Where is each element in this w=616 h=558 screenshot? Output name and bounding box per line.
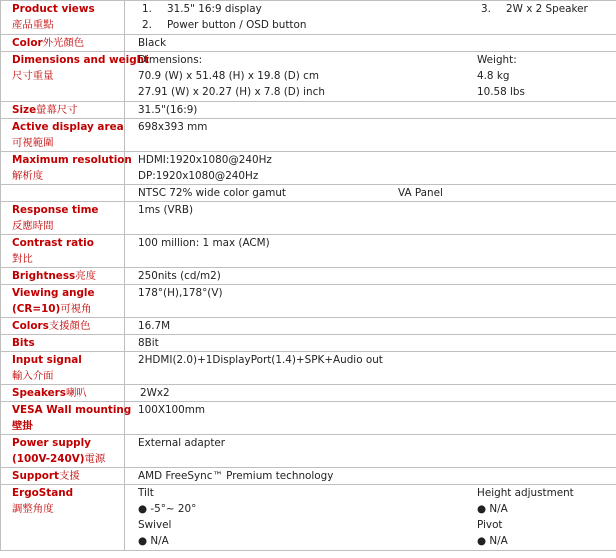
label-brightness bbox=[1, 268, 125, 285]
list-item: 31.5" 16:9 display bbox=[167, 3, 262, 15]
label-en: Colors bbox=[12, 320, 49, 332]
label-en: Color bbox=[12, 37, 43, 49]
dimensions-cm: 70.9 (W) x 51.48 (H) x 19.8 (D) cm bbox=[138, 70, 319, 82]
row-product-views bbox=[1, 1, 616, 35]
label-en: Maximum resolution bbox=[12, 154, 132, 166]
value-input: 2HDMI(2.0)+1DisplayPort(1.4)+SPK+Audio out bbox=[125, 352, 616, 385]
value-active-area: 698x393 mm bbox=[125, 119, 616, 152]
label-zh: 輸入介面 bbox=[12, 370, 54, 382]
list-number: 1. bbox=[142, 3, 152, 15]
label-power bbox=[1, 435, 125, 468]
list-number: 3. bbox=[481, 3, 491, 15]
label-zh: 支援 bbox=[59, 470, 80, 482]
label-en: Dimensions and weight bbox=[12, 54, 150, 66]
list-item: Power button / OSD button bbox=[167, 19, 307, 31]
list-number: 2. bbox=[142, 19, 152, 31]
label-en: Speakers bbox=[12, 387, 66, 399]
value-size: 31.5"(16:9) bbox=[125, 102, 616, 119]
dimensions-inch: 27.91 (W) x 20.27 (H) x 7.8 (D) inch bbox=[138, 86, 325, 98]
weight-label: Weight: bbox=[477, 54, 517, 66]
value-contrast: 100 million: 1 max (ACM) bbox=[125, 235, 616, 268]
value-ergostand bbox=[125, 485, 616, 551]
label-zh: 電源 bbox=[84, 453, 106, 465]
row-brightness bbox=[1, 268, 616, 285]
label-zh: 尺寸重量 bbox=[12, 70, 54, 82]
value-bits: 8Bit bbox=[125, 335, 616, 352]
label-zh: 可視範圍 bbox=[12, 137, 54, 149]
label-colors bbox=[1, 318, 125, 335]
row-vesa bbox=[1, 402, 616, 435]
row-contrast bbox=[1, 235, 616, 268]
row-response bbox=[1, 202, 616, 235]
row-bits bbox=[1, 335, 616, 352]
row-color bbox=[1, 35, 616, 52]
label-en: Input signal bbox=[12, 354, 82, 366]
row-max-resolution bbox=[1, 152, 616, 185]
row-dimensions bbox=[1, 52, 616, 102]
label-en: Support bbox=[12, 470, 59, 482]
label-input bbox=[1, 352, 125, 385]
label-support bbox=[1, 468, 125, 485]
label-size bbox=[1, 102, 125, 119]
value-speakers: 2Wx2 bbox=[125, 385, 616, 402]
label-en: Contrast ratio bbox=[12, 237, 94, 249]
value-vesa: 100X100mm bbox=[125, 402, 616, 435]
label-en: ErgoStand bbox=[12, 487, 74, 499]
row-speakers bbox=[1, 385, 616, 402]
label-en: Size bbox=[12, 104, 37, 116]
value-power: External adapter bbox=[125, 435, 616, 468]
value-gamut bbox=[125, 185, 616, 202]
label-product-views bbox=[1, 1, 125, 35]
resolution-hdmi: HDMI:1920x1080@240Hz bbox=[138, 154, 272, 166]
label-color bbox=[1, 35, 125, 52]
pivot-label: Pivot bbox=[477, 519, 503, 531]
row-support bbox=[1, 468, 616, 485]
row-ergostand bbox=[1, 485, 616, 551]
swivel-label: Swivel bbox=[138, 519, 172, 531]
label-ergostand bbox=[1, 485, 125, 551]
label-zh: 對比 bbox=[12, 253, 33, 265]
tilt-value: ● -5°~ 20° bbox=[138, 503, 197, 515]
row-input bbox=[1, 352, 616, 385]
label-zh: 產品重點 bbox=[12, 19, 54, 31]
value-colors: 16.7M bbox=[125, 318, 616, 335]
weight-kg: 4.8 kg bbox=[477, 70, 510, 82]
label-gamut-empty bbox=[1, 185, 125, 202]
label-en: Power supply (100V-240V)電源 bbox=[12, 437, 106, 465]
row-active-area bbox=[1, 119, 616, 152]
label-active-area bbox=[1, 119, 125, 152]
label-vesa bbox=[1, 402, 132, 435]
value-product-views bbox=[125, 1, 616, 35]
resolution-dp: DP:1920x1080@240Hz bbox=[138, 170, 259, 182]
value-dimensions bbox=[125, 52, 616, 102]
label-zh: 外光顏色 bbox=[42, 37, 85, 49]
label-en: Response time bbox=[12, 204, 99, 216]
label-contrast bbox=[1, 235, 125, 268]
label-zh: 壁掛 bbox=[12, 420, 33, 432]
tilt-label: Tilt bbox=[138, 487, 154, 499]
label-en: VESA Wall mounting bbox=[12, 404, 132, 416]
value-max-resolution bbox=[125, 152, 616, 185]
label-en: Product views bbox=[12, 3, 95, 15]
swivel-value: ● N/A bbox=[138, 535, 169, 547]
label-max-resolution bbox=[1, 152, 132, 185]
label-zh: 喇叭 bbox=[65, 387, 87, 399]
pivot-value: ● N/A bbox=[477, 535, 508, 547]
label-en: Brightness bbox=[12, 270, 76, 282]
row-colors bbox=[1, 318, 616, 335]
label-zh: 螢幕尺寸 bbox=[36, 104, 78, 116]
label-zh: 可視角 bbox=[60, 303, 92, 315]
value-brightness: 250nits (cd/m2) bbox=[125, 268, 616, 285]
height-label: Height adjustment bbox=[477, 487, 574, 499]
row-power bbox=[1, 435, 616, 468]
gamut-text: NTSC 72% wide color gamut bbox=[138, 187, 286, 199]
value-color: Black bbox=[125, 35, 616, 52]
row-viewing-angle bbox=[1, 285, 616, 318]
label-zh: 反應時間 bbox=[12, 220, 54, 232]
label-zh: 支援顏色 bbox=[48, 320, 91, 332]
weight-lbs: 10.58 lbs bbox=[477, 86, 525, 98]
label-dimensions bbox=[1, 52, 150, 102]
value-response: 1ms (VRB) bbox=[125, 202, 616, 235]
label-en: Active display area bbox=[12, 121, 124, 133]
label-zh: 亮度 bbox=[75, 270, 97, 282]
list-item: 2W x 2 Speaker bbox=[506, 3, 588, 15]
panel-type: VA Panel bbox=[398, 187, 443, 199]
label-viewing-angle bbox=[1, 285, 125, 318]
height-value: ● N/A bbox=[477, 503, 508, 515]
label-en: Viewing angle (CR=10)可視角 bbox=[12, 287, 95, 315]
label-zh: 調整角度 bbox=[12, 503, 54, 515]
label-response bbox=[1, 202, 125, 235]
dimensions-label: Dimensions: bbox=[138, 54, 203, 66]
label-bits: Bits bbox=[1, 335, 125, 352]
value-support: AMD FreeSync™ Premium technology bbox=[125, 468, 616, 485]
label-zh: 解析度 bbox=[12, 170, 44, 182]
label-speakers bbox=[1, 385, 125, 402]
value-viewing-angle: 178°(H),178°(V) bbox=[125, 285, 616, 318]
row-gamut bbox=[1, 185, 616, 202]
row-size bbox=[1, 102, 616, 119]
